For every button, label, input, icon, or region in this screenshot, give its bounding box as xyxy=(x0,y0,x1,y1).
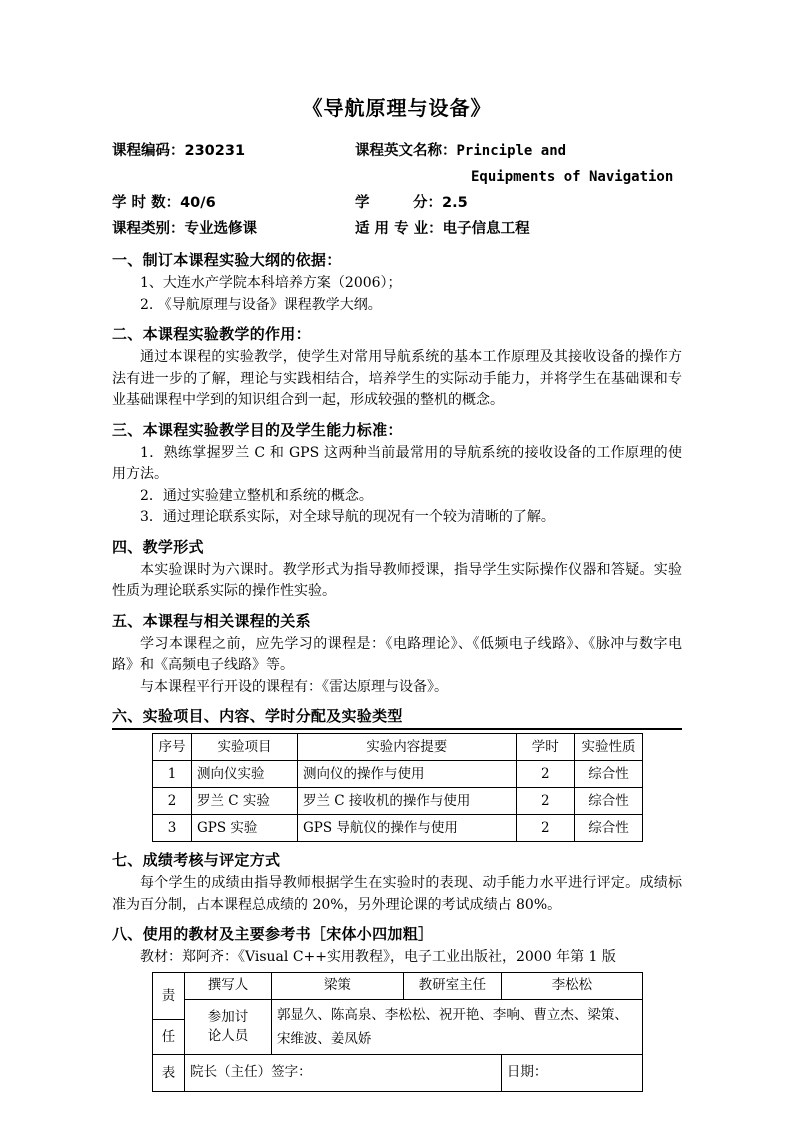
side-label-char-1: 责 xyxy=(153,972,185,1019)
section-7-paragraph: 每个学生的成绩由指导教师根据学生在实验时的表现、动手能力水平进行评定。成绩标准为百分制，占本课程总成绩的 20%，另外理论课的考试成绩占 80%。 xyxy=(112,875,682,913)
course-meta-block xyxy=(112,138,682,242)
cell-desc: 罗兰 C 接收机的操作与使用 xyxy=(297,788,516,815)
col-header-hours: 学时 xyxy=(516,734,574,761)
table-row xyxy=(153,761,643,788)
side-label-char-2: 任 xyxy=(153,1019,185,1054)
cell-no: 1 xyxy=(153,761,192,788)
col-header-desc: 实验内容提要 xyxy=(297,734,516,761)
page-title: 《导航原理与设备》 xyxy=(302,96,492,120)
table-row xyxy=(153,788,643,815)
section-3-item-2: 2．通过实验建立整机和系统的概念。 xyxy=(140,487,373,504)
experiment-table xyxy=(152,733,643,842)
section-heading-6: 六、实验项目、内容、学时分配及实验类型 xyxy=(112,705,682,730)
director-label: 教研室主任 xyxy=(403,972,501,999)
author-label: 撰写人 xyxy=(185,972,272,999)
course-english-name-line1: Principle and xyxy=(456,143,567,159)
course-major: 适 用 专 业：电子信息工程 xyxy=(355,221,530,237)
cell-hours: 2 xyxy=(516,815,574,842)
course-english-name-label: 课程英文名称： xyxy=(355,143,457,159)
meta-row-code-english xyxy=(112,138,682,190)
course-code: 课程编码：230231 xyxy=(112,143,246,159)
course-hours: 学 时 数：40/6 xyxy=(112,195,216,211)
cell-desc: GPS 导航仪的操作与使用 xyxy=(297,815,516,842)
cell-type: 综合性 xyxy=(574,815,642,842)
section-heading-2: 二、本课程实验教学的作用： xyxy=(112,325,311,343)
responsibility-table xyxy=(152,972,643,1092)
participants-label-line2: 论人员 xyxy=(207,1027,249,1044)
section-3-item-1: 1．熟练掌握罗兰 C 和 GPS 这两种当前最常用的导航系统的接收设备的工作原理的使用方法。 xyxy=(112,444,682,482)
meta-row-category-major xyxy=(112,216,682,242)
course-credits: 学 分：2.5 xyxy=(355,195,468,211)
author-value: 梁策 xyxy=(271,972,403,999)
dean-signature-label: 院长（主任）签字： xyxy=(185,1054,502,1091)
participants-value: 郭显久、陈高泉、李松松、祝开艳、李响、曹立杰、梁策、宋维波、姜凤娇 xyxy=(271,999,642,1054)
cell-item: 罗兰 C 实验 xyxy=(192,788,298,815)
cell-desc: 测向仪的操作与使用 xyxy=(297,761,516,788)
cell-type: 综合性 xyxy=(574,761,642,788)
director-value: 李松松 xyxy=(501,972,642,999)
responsibility-row-author xyxy=(153,972,643,999)
course-english-name-line2: Equipments of Navigation xyxy=(471,169,674,185)
col-header-no: 序号 xyxy=(153,734,192,761)
cell-hours: 2 xyxy=(516,761,574,788)
participants-label xyxy=(185,999,272,1054)
document-content xyxy=(112,96,682,1092)
section-heading-5: 五、本课程与相关课程的关系 xyxy=(112,611,311,630)
side-label-char-3: 表 xyxy=(153,1054,185,1091)
section-8-textbook: 教材：郑阿齐：《Visual C++实用教程》，电子工业出版社，2000 年第 1 版 xyxy=(140,949,616,965)
section-3-item-3: 3．通过理论联系实际，对全球导航的现况有一个较为清晰的了解。 xyxy=(140,509,555,525)
section-heading-3: 三、本课程实验教学目的及学生能力标准： xyxy=(112,420,403,439)
col-header-type: 实验性质 xyxy=(574,734,642,761)
section-5-paragraph-1: 学习本课程之前，应先学习的课程是：《电路理论》、《低频电子线路》、《脉冲与数字电路》和《高频电子线路》等。 xyxy=(112,635,682,673)
cell-type: 综合性 xyxy=(574,788,642,815)
cell-no: 3 xyxy=(153,815,192,842)
section-4-paragraph: 本实验课时为六课时。教学形式为指导教师授课，指导学生实际操作仪器和答疑。实验性质为理论联系实际的操作性实验。 xyxy=(112,561,682,599)
section-heading-4: 四、教学形式 xyxy=(112,537,204,556)
table-row xyxy=(153,815,643,842)
table-header-row xyxy=(153,734,643,761)
col-header-item: 实验项目 xyxy=(192,734,298,761)
course-english-name xyxy=(355,138,682,190)
cell-item: GPS 实验 xyxy=(192,815,298,842)
section-heading-1: 一、制订本课程实验大纲的依据： xyxy=(112,251,342,269)
section-5-paragraph-2: 与本课程平行开设的课程有：《雷达原理与设备》。 xyxy=(140,678,448,695)
responsibility-row-participants xyxy=(153,999,643,1019)
section-2-paragraph: 通过本课程的实验教学，使学生对常用导航系统的基本工作原理及其接收设备的操作方法有进一步的了解，理论与实践相结合，培养学生的实际动手能力，并将学生在基础课和专业基础课程中学到的知识组合到一起，形成较强的整机的概念。 xyxy=(112,349,682,408)
course-category: 课程类别：专业选修课 xyxy=(112,221,257,237)
section-1-item-2: 2. 《导航原理与设备》课程教学大纲。 xyxy=(140,296,382,313)
meta-row-hours-credits xyxy=(112,190,682,216)
responsibility-row-signature xyxy=(153,1054,643,1091)
section-heading-8: 八、使用的教材及主要参考书［宋体小四加粗］ xyxy=(112,925,434,943)
section-heading-7: 七、成绩考核与评定方式 xyxy=(112,851,281,869)
section-1-item-1: 1、大连水产学院本科培养方案（2006）； xyxy=(140,275,402,291)
date-label: 日期： xyxy=(501,1054,642,1091)
cell-no: 2 xyxy=(153,788,192,815)
participants-label-line1: 参加讨 xyxy=(207,1008,249,1025)
cell-item: 测向仪实验 xyxy=(192,761,298,788)
cell-hours: 2 xyxy=(516,788,574,815)
